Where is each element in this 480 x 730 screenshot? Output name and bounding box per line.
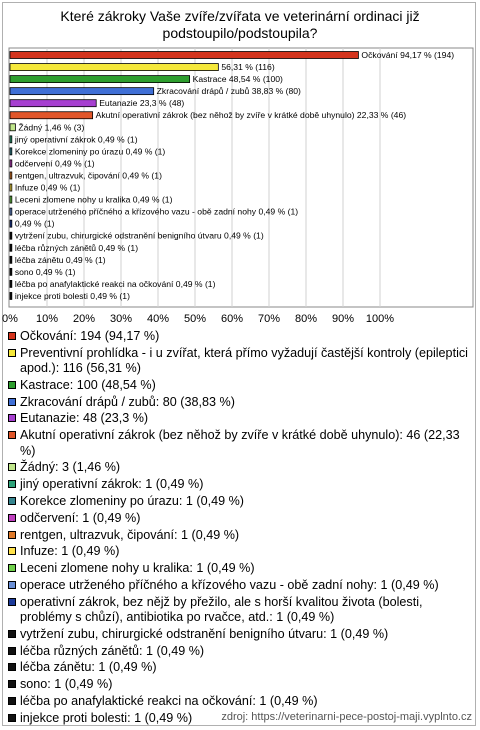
legend-label: léčba zánětu: 1 (0,49 %) [20, 660, 157, 675]
bar-label: odčervení 0,49 % (1) [14, 158, 95, 169]
x-tick-label: 60% [220, 313, 244, 325]
bar [10, 208, 12, 215]
chart-title: Které zákroky Vaše zvíře/zvířata ve veterinární ordinaci již podstoupilo/podstoupila? [60, 8, 420, 41]
bar [10, 232, 12, 239]
legend-item [8, 346, 470, 377]
legend-swatch [8, 514, 16, 522]
bar [10, 112, 93, 119]
legend-swatch [8, 480, 16, 488]
bar [10, 160, 12, 167]
x-tick-label: 30% [109, 313, 133, 325]
bar-label: Očkování 94,17 % (194) [361, 50, 455, 60]
legend-swatch [8, 414, 16, 422]
bar-label: injekce proti bolesti 0,49 % (1) [14, 290, 130, 301]
legend-item [8, 511, 470, 526]
bar [10, 124, 15, 131]
legend-label: léčba různých zánětů: 1 (0,49 %) [20, 643, 205, 658]
x-tick-label: 70% [257, 313, 281, 325]
legend-label: Eutanazie: 48 (23,3 %) [20, 411, 149, 426]
bar [10, 136, 12, 143]
legend-item [8, 694, 470, 709]
bar [10, 196, 12, 203]
legend-swatch [8, 463, 16, 471]
legend-label: sono: 1 (0,49 %) [20, 677, 113, 692]
x-tick-label: 50% [183, 313, 207, 325]
bar-label: sono 0,49 % (1) [14, 266, 76, 277]
legend-item [8, 644, 470, 659]
legend-label: injekce proti bolesti: 1 (0,49 %) [20, 710, 193, 725]
legend-swatch [8, 398, 16, 406]
legend-label: vytržení zubu, chirurgické odstranění benigního útvaru: 1 (0,49 %) [20, 626, 389, 641]
bar-label: 56,31 % (116) [221, 62, 275, 73]
bar-label: léčba různých zánětů 0,49 % (1) [14, 242, 139, 253]
bar [10, 172, 12, 179]
x-tick-label: 40% [146, 313, 170, 325]
legend-item [8, 677, 470, 692]
x-tick-label: 100% [365, 313, 395, 325]
bar-label: Žádný 1,46 % (3) [18, 122, 85, 133]
legend-item [8, 411, 470, 426]
bar [10, 88, 154, 95]
legend-swatch [8, 564, 16, 572]
bar-label: Leceni zlomene nohy u kralika 0,49 % (1) [14, 194, 173, 205]
legend-item [8, 561, 470, 576]
legend-item [8, 544, 470, 559]
bar [10, 256, 12, 263]
legend-swatch [8, 431, 16, 439]
legend-swatch [8, 697, 16, 705]
legend-item [8, 329, 470, 344]
chart-legend [8, 329, 470, 728]
bar-label: Korekce zlomeniny po úrazu 0,49 % (1) [14, 146, 166, 157]
bar [10, 76, 190, 83]
legend-label: operativní zákrok, bez nějž by přežilo, ale s horší kvalitou života (bolesti, problémy s chůzí), antibiotika po rvačce, atd.: 1 (0,49 %) [20, 594, 423, 625]
legend-swatch [8, 663, 16, 671]
legend-swatch [8, 581, 16, 589]
bar-label: jiný operativní zákrok 0,49 % (1) [14, 134, 138, 145]
legend-swatch [8, 531, 16, 539]
legend-item [8, 428, 470, 459]
legend-swatch [8, 332, 16, 340]
legend-label: léčba po anafylaktické reakci na očkování: 1 (0,49 %) [20, 694, 318, 709]
bar [10, 280, 12, 287]
legend-swatch [8, 714, 16, 722]
legend-item [8, 378, 470, 393]
bar-label: rentgen, ultrazvuk, čipování 0,49 % (1) [14, 170, 162, 181]
legend-item [8, 494, 470, 509]
bar [10, 220, 12, 227]
bar [10, 292, 12, 299]
bar-label: operace utrženého příčného a křízového vazu - obě zadní nohy 0,49 % (1) [14, 206, 299, 217]
bar [10, 52, 358, 59]
x-tick-label: 0% [2, 313, 18, 325]
bar-label: Zkracování drápů / zubů 38,83 % (80) [156, 86, 301, 97]
legend-swatch [8, 547, 16, 555]
legend-label: odčervení: 1 (0,49 %) [20, 510, 141, 525]
bar [10, 100, 96, 107]
bar-label: 0,49 % (1) [14, 218, 55, 229]
bar-label: Eutanazie 23,3 % (48) [99, 98, 185, 109]
x-tick-label: 20% [72, 313, 96, 325]
legend-swatch [8, 647, 16, 655]
legend-swatch [8, 497, 16, 505]
legend-label: Infuze: 1 (0,49 %) [20, 544, 120, 559]
bar-label: léčba zánětu 0,49 % (1) [14, 254, 106, 265]
bar [10, 268, 12, 275]
legend-label: Kastrace: 100 (48,54 %) [20, 377, 156, 392]
bar [10, 64, 218, 71]
bar [10, 244, 12, 251]
legend-item [8, 578, 470, 593]
legend-item [8, 627, 470, 642]
legend-swatch [8, 598, 16, 606]
legend-swatch [8, 381, 16, 389]
legend-item [8, 460, 470, 475]
legend-label: Akutní operativní zákrok (bez něhož by zvíře v krátké době uhynulo): 46 (22,33 %) [20, 428, 460, 458]
legend-label: Preventivní prohlídka - i u zvířat, která přímo vyžadují častější kontroly (epileptici apod.): 116 (56,31 %) [20, 345, 468, 376]
legend-label: Očkování: 194 (94,17 %) [20, 329, 160, 343]
bar [10, 148, 12, 155]
x-tick-label: 80% [294, 313, 318, 325]
legend-swatch [8, 680, 16, 688]
bar-chart [0, 0, 480, 330]
source-link[interactable]: zdroj: https://veterinarni-pece-postoj-maji.vyplnto.cz [221, 711, 472, 723]
legend-label: operace utrženého příčného a křízového vazu - obě zadní nohy: 1 (0,49 %) [20, 577, 439, 592]
legend-item [8, 528, 470, 543]
legend-label: Korekce zlomeniny po úrazu: 1 (0,49 %) [20, 493, 245, 508]
bar-label: Kastrace 48,54 % (100) [192, 74, 283, 85]
bar-label: Infuze 0,49 % (1) [14, 182, 81, 193]
legend-label: jiný operativní zákrok: 1 (0,49 %) [20, 477, 204, 492]
legend-swatch [8, 349, 16, 357]
bar-label: vytržení zubu, chirurgické odstranění benigního útvaru 0,49 % (1) [14, 230, 264, 241]
x-tick-label: 10% [35, 313, 59, 325]
legend-item [8, 595, 470, 626]
legend-item [8, 395, 470, 410]
legend-label: Leceni zlomene nohy u kralika: 1 (0,49 %) [20, 561, 255, 576]
legend-item [8, 660, 470, 675]
legend-label: Žádný: 3 (1,46 %) [20, 460, 121, 475]
x-tick-label: 90% [331, 313, 355, 325]
legend-swatch [8, 630, 16, 638]
legend-item [8, 477, 470, 492]
legend-label: Zkracování drápů / zubů: 80 (38,83 %) [20, 394, 235, 409]
bar-label: léčba po anafylaktické reakci na očkování 0,49 % (1) [14, 278, 216, 289]
bar-label: Akutní operativní zákrok (bez něhož by zvíře v krátké době uhynulo) 22,33 % (46) [95, 110, 407, 121]
legend-label: rentgen, ultrazvuk, čipování: 1 (0,49 %) [20, 527, 240, 542]
bar [10, 184, 12, 191]
